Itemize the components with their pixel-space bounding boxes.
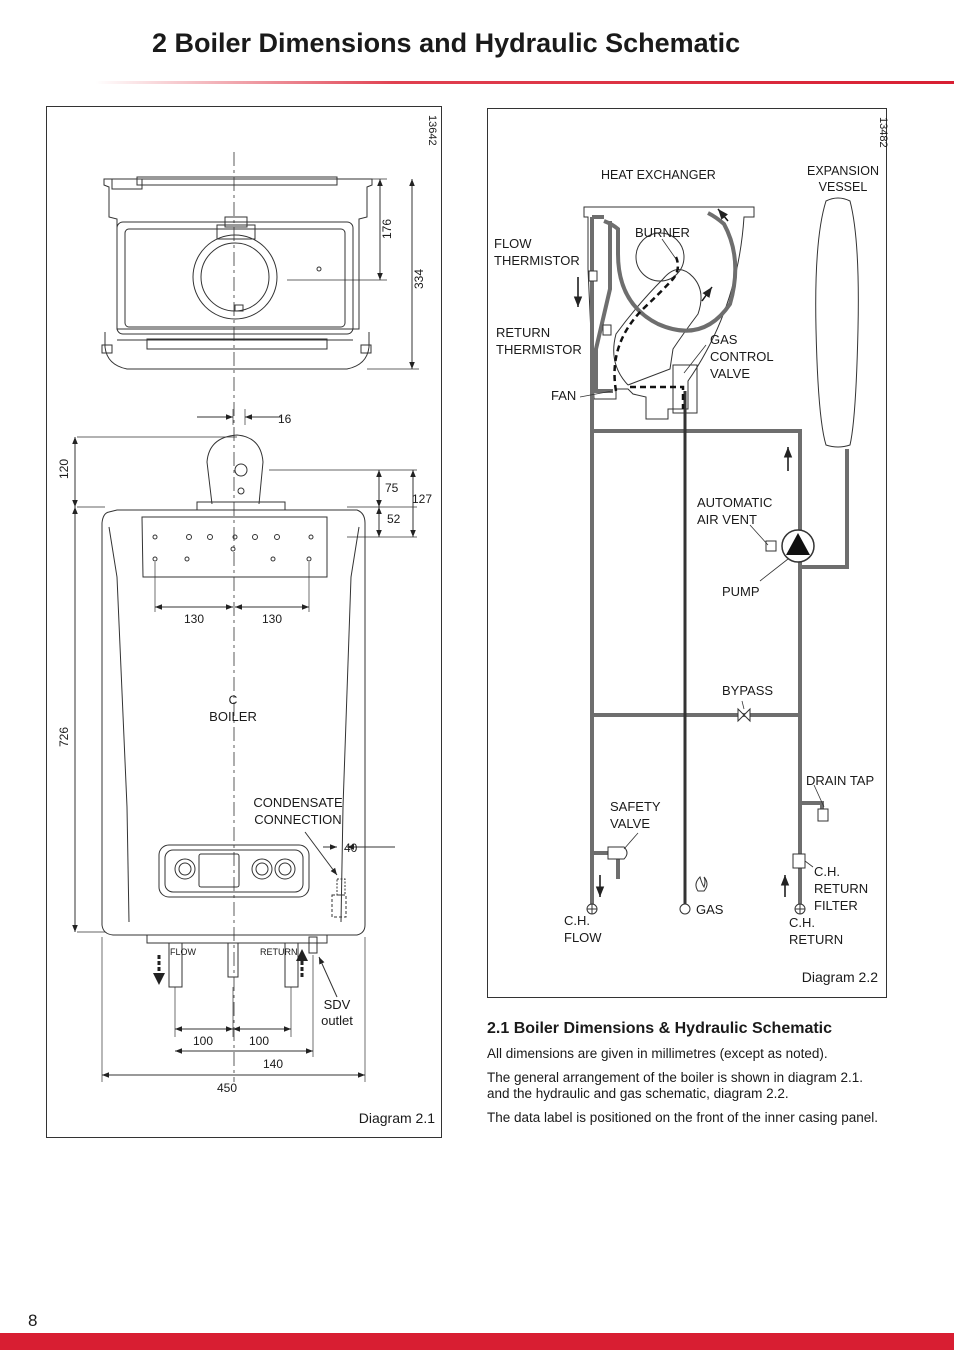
flow-thermistor — [589, 271, 597, 281]
boiler-top-view — [102, 177, 372, 369]
return-filter — [793, 854, 805, 868]
return-thermistor — [603, 325, 611, 335]
gas-label: GAS — [696, 902, 724, 917]
dim-16: 16 — [278, 412, 292, 426]
fan-label: FAN — [551, 388, 577, 403]
diagram-ref-number: 13482 — [877, 117, 889, 148]
diagram-caption: Diagram 2.2 — [801, 969, 878, 985]
bypass-label: BYPASS — [722, 683, 774, 698]
condensate-label-1: CONDENSATE — [253, 795, 343, 810]
dim-100-right: 100 — [248, 1034, 270, 1048]
centerline-symbol: C — [228, 693, 238, 707]
ch-return-label-2: RETURN — [789, 932, 844, 947]
gas-valve-label-3: VALVE — [710, 366, 750, 381]
boiler-dimensions-diagram — [46, 106, 442, 1138]
dim-140: 140 — [262, 1057, 284, 1071]
gas-connection — [680, 904, 690, 914]
dim-176: 176 — [380, 218, 394, 240]
filter-label-2: RETURN — [814, 881, 869, 896]
dim-127: 127 — [412, 492, 433, 506]
drain-tap-label: DRAIN TAP — [806, 773, 875, 788]
flow-thermistor-label-1: FLOW — [494, 236, 532, 251]
hydraulic-schematic-drawing — [488, 109, 889, 997]
dim-334: 334 — [412, 268, 426, 290]
dim-75: 75 — [385, 481, 399, 495]
automatic-air-vent — [766, 541, 776, 551]
sdv-label-2: outlet — [321, 1013, 353, 1028]
filter-label-1: C.H. — [814, 864, 840, 879]
filter-label-3: FILTER — [814, 898, 858, 913]
section-2-1 — [487, 1020, 887, 1133]
expansion-vessel-label-2: VESSEL — [818, 180, 868, 194]
gas-valve-label-1: GAS — [710, 332, 738, 347]
safety-valve-label-2: VALVE — [610, 816, 650, 831]
gas-flame-icon — [696, 877, 707, 891]
flow-thermistor-label-2: THERMISTOR — [494, 253, 580, 268]
return-thermistor-label-2: THERMISTOR — [496, 342, 582, 357]
footer-bar — [0, 1333, 954, 1350]
section-paragraph: The data label is positioned on the front of the inner casing panel. — [487, 1109, 879, 1125]
bypass-valve — [738, 709, 750, 721]
air-vent-label-2: AIR VENT — [697, 512, 757, 527]
ch-return-label-1: C.H. — [789, 915, 815, 930]
title-rule — [95, 81, 954, 84]
dim-40: 40 — [344, 841, 358, 855]
page-title: 2 Boiler Dimensions and Hydraulic Schematic — [152, 28, 741, 58]
return-thermistor-label-1: RETURN — [496, 325, 551, 340]
hydraulic-schematic-diagram — [487, 108, 887, 998]
air-vent-label-1: AUTOMATIC — [697, 495, 773, 510]
ch-flow-label-1: C.H. — [564, 913, 590, 928]
diagram-ref-number: 13642 — [426, 115, 438, 146]
safety-valve-label-1: SAFETY — [610, 799, 661, 814]
flow-label: FLOW — [170, 947, 196, 957]
dim-130-right: 130 — [261, 612, 283, 626]
return-label: RETURN — [260, 947, 298, 957]
dim-100-left: 100 — [192, 1034, 214, 1048]
boiler-label: BOILER — [209, 709, 257, 724]
dim-52: 52 — [387, 512, 401, 526]
condensate-label-2: CONNECTION — [254, 812, 342, 827]
dim-450: 450 — [216, 1081, 238, 1095]
gas-valve-label-2: CONTROL — [710, 349, 774, 364]
heat-exchanger-label: HEAT EXCHANGER — [601, 168, 716, 182]
page-number: 8 — [28, 1311, 38, 1330]
diagram-caption: Diagram 2.1 — [358, 1110, 435, 1126]
dim-120: 120 — [57, 458, 71, 480]
dim-726: 726 — [57, 726, 71, 748]
burner-label: BURNER — [635, 225, 690, 240]
section-heading: 2.1 Boiler Dimensions & Hydraulic Schematic — [487, 1020, 833, 1037]
section-paragraph: The general arrangement of the boiler is shown in diagram 2.1. and the hydraulic and gas schematic, diagram 2.2. — [487, 1069, 863, 1101]
sdv-label-1: SDV — [323, 997, 351, 1012]
pump-label: PUMP — [722, 584, 760, 599]
drain-tap — [818, 809, 828, 821]
ch-flow-label-2: FLOW — [564, 930, 602, 945]
expansion-vessel — [816, 198, 859, 447]
section-paragraph: All dimensions are given in millimetres (except as noted). — [487, 1046, 828, 1061]
dim-130-left: 130 — [183, 612, 205, 626]
expansion-vessel-label-1: EXPANSION — [806, 164, 880, 178]
boiler-dimensions-drawing — [47, 107, 441, 1137]
